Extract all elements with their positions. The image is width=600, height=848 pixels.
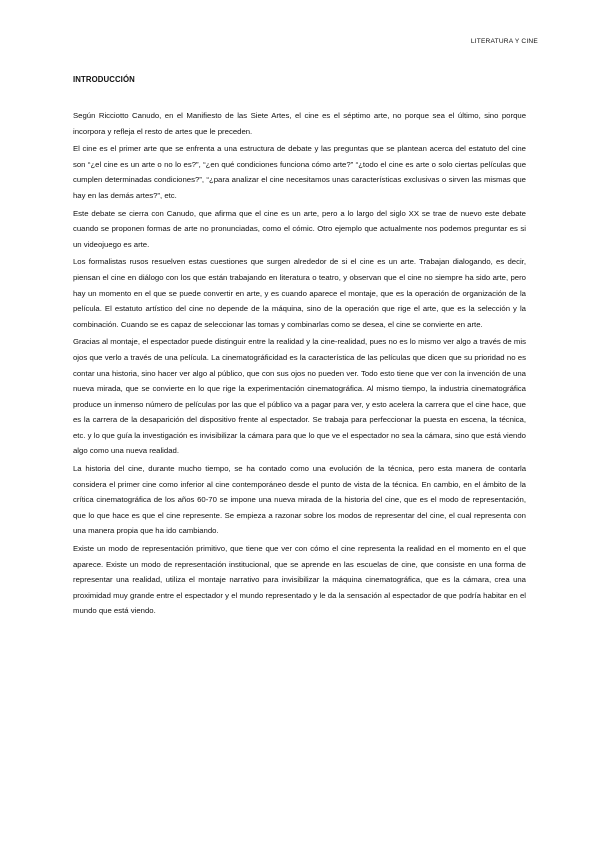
paragraph: Según Ricciotto Canudo, en el Manifiesto de las Siete Artes, el cine es el séptimo arte, no porque sea el último, sino porque incorpora y refleja el resto de artes que le preceden. — [73, 111, 526, 136]
paragraph: El cine es el primer arte que se enfrenta a una estructura de debate y las preguntas que se plantean acerca del estatuto del cine son “¿el cine es un arte o no lo es?”, “¿en qué condiciones funciona cómo arte?” “¿todo el cine es arte o solo ciertas películas que cumplen determinadas condiciones?”, “¿para analizar el cine necesitamos unas características exclusivas o sirven las mismas que hay en las demás artes?”, etc. — [73, 144, 526, 200]
body-text — [73, 108, 526, 619]
paragraph: Los formalistas rusos resuelven estas cuestiones que surgen alrededor de si el cine es un arte. Trabajan dialogando, es decir, piensan el cine en diálogo con los que están trabajando en literatura o teatro, y observan que el cine no siempre ha sido arte, pero hay un momento en el que se puede convertir en arte, y es cuando aparece el montaje, que es la operación de organización de la película. El estatuto artístico del cine no depende de la máquina, sino de la operación que rige el arte, que es la selección y la combinación. Cuando se es capaz de seleccionar las tomas y combinarlas como se desea, el cine se convierte en arte. — [73, 257, 526, 329]
paragraph: Este debate se cierra con Canudo, que afirma que el cine es un arte, pero a lo largo del siglo XX se trae de nuevo este debate cuando se proponen formas de arte no pronunciadas, como el cómic. Otro ejemplo que actualmente nos podemos preguntar es si un videojuego es arte. — [73, 208, 526, 249]
paragraph: Gracias al montaje, el espectador puede distinguir entre la realidad y la cine-realidad, pues no es lo mismo ver algo a través de mis ojos que verlo a través de una película. La cinematográficidad es la característica de las películas que dicen que su prioridad no es contar una historia, sino hacer ver algo al público, que con sus ojos no pueden ver. Todo esto tiene que ver con la invención de una nueva mirada, que se convierte en lo que rige la experimentación cinematográfica. Al mismo tiempo, la industria cinematográfica produce un inmenso número de películas por las que el público va a pagar para ver, y esto acelera la carrera que el cine hace, que es la carrera de la desaparición del dispositivo frente al espectador. Se trabaja para perfeccionar la puesta en escena, la técnica, etc. y lo que guía la investigación es invisibilizar la cámara para que lo que ve el espectador no sea la cámara, sino que está viendo algo como una nueva realidad. — [73, 337, 526, 456]
paragraph: La historia del cine, durante mucho tiempo, se ha contado como una evolución de la técnica, pero esta manera de contarla considera el primer cine como inferior al cine contemporáneo desde el punto de vista de la técnica. En cambio, en el ámbito de la crítica cinematográfica de los años 60-70 se impone una nueva mirada de la historia del cine, que es el modo de representación, que lo que hace es que el cine represente. Se empieza a razonar sobre los modos de representar del cine, el cual representa con una manera propia que ha ido cambiando. — [73, 464, 526, 536]
running-header: LITERATURA Y CINE — [470, 38, 538, 45]
section-title: INTRODUCCIÓN — [73, 75, 135, 84]
paragraph: Existe un modo de representación primitivo, que tiene que ver con cómo el cine representa la realidad en el momento en el que aparece. Existe un modo de representación institucional, que se aprende en las escuelas de cine, que consiste en una forma de representar una realidad, utiliza el montaje narrativo para invisibilizar la máquina cinematográfica, que es la cámara, crea una proximidad muy grande entre el espectador y el mundo representado y le da la sensación al espectador de que podría habitar en el mundo que está viendo. — [73, 544, 526, 616]
